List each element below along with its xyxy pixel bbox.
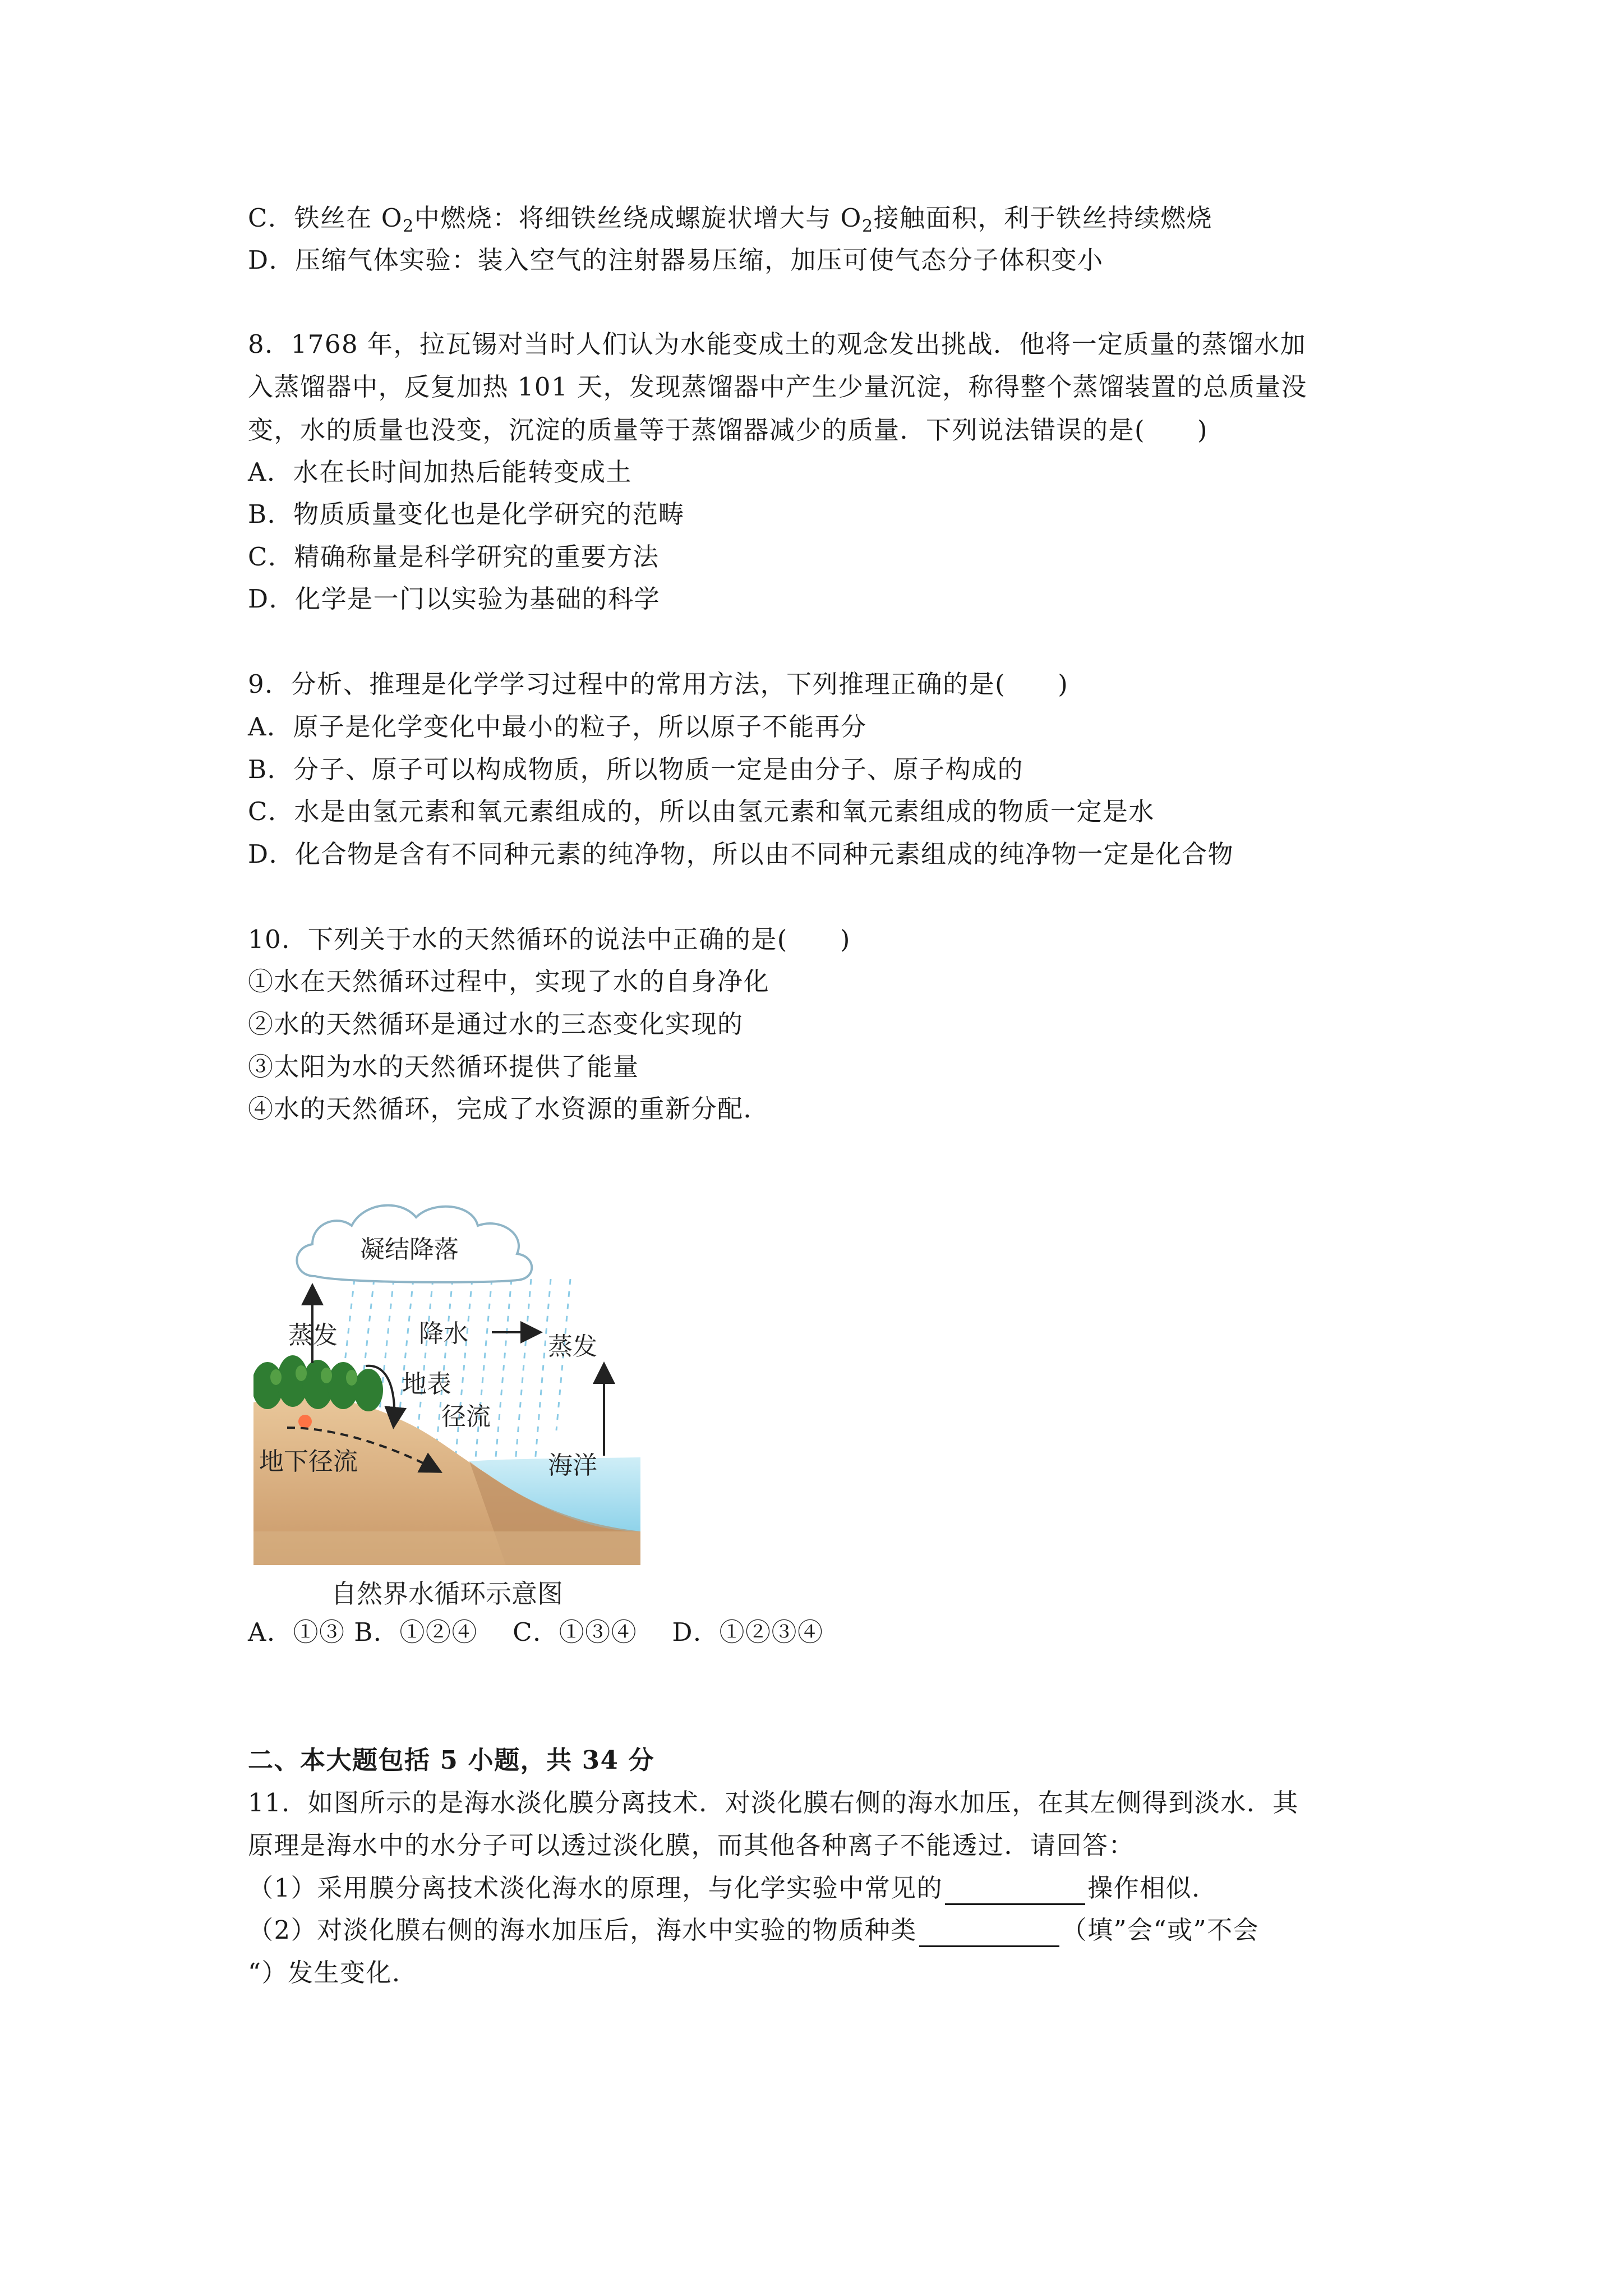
q9-option-d: D．化合物是含有不同种元素的纯净物，所以由不同种元素组成的纯净物一定是化合物 xyxy=(248,839,1234,869)
water-cycle-diagram xyxy=(253,1195,640,1565)
q8-stem-line: 入蒸馏器中，反复加热 101 天，发现蒸馏器中产生少量沉淀，称得整个蒸馏装置的总质量没 xyxy=(248,372,1308,402)
q9-option-c: C．水是由氢元素和氧元素组成的，所以由氢元素和氧元素组成的物质一定是水 xyxy=(248,797,1155,826)
q11-stem-line: 原理是海水中的水分子可以透过淡化膜，而其他各种离子不能透过．请回答： xyxy=(248,1830,1135,1860)
surface-runoff-label-2: 径流 xyxy=(441,1402,491,1431)
q11-part-1: （1）采用膜分离技术淡化海水的原理，与化学实验中常见的 操作相似． xyxy=(248,1871,1218,1905)
q8-option-d: D．化学是一门以实验为基础的科学 xyxy=(248,584,661,614)
ocean-label: 海洋 xyxy=(548,1451,597,1480)
answer-blank[interactable] xyxy=(919,1921,1059,1947)
q7-option-c: C．铁丝在 $O_2$中燃烧：将细铁丝绕成螺旋状增大与 $O_2$接触面积，利于铁丝持续燃烧 xyxy=(248,203,1213,236)
evaporation-right-label: 蒸发 xyxy=(548,1332,597,1361)
q8-option-a: A．水在长时间加热后能转变成土 xyxy=(248,457,632,487)
q8-stem-line: 变，水的质量也没变，沉淀的质量等于蒸馏器减少的质量．下列说法错误的是( ) xyxy=(248,415,1209,445)
q8-stem-line: 8．1768 年，拉瓦锡对当时人们认为水能变成土的观念发出挑战．他将一定质量的蒸馏水加 xyxy=(248,329,1306,359)
answer-blank[interactable] xyxy=(945,1879,1085,1905)
groundwater-label: 地下径流 xyxy=(259,1447,358,1476)
cloud-label: 凝结降落 xyxy=(360,1235,459,1264)
figure-caption: 自然界水循环示意图 xyxy=(331,1579,563,1609)
q11-part-2-continuation: “）发生变化． xyxy=(248,1958,418,1987)
q7-option-d: D．压缩气体实验：装入空气的注射器易压缩，加压可使气态分子体积变小 xyxy=(248,245,1104,275)
q9-option-a: A．原子是化学变化中最小的粒子，所以原子不能再分 xyxy=(248,712,867,742)
q10-statement-2: ②水的天然循环是通过水的三态变化实现的 xyxy=(248,1009,744,1039)
q11-part-2: （2）对淡化膜右侧的海水加压后，海水中实验的物质种类 （填”会“或”不会 xyxy=(248,1913,1259,1947)
sun-icon xyxy=(298,1415,312,1428)
evaporation-left-label: 蒸发 xyxy=(288,1321,338,1350)
q8-option-c: C．精确称量是科学研究的重要方法 xyxy=(248,542,660,572)
q10-options: A．①③ B．①②④ C．①③④ D．①②③④ xyxy=(248,1617,824,1647)
rain-label: 降水 xyxy=(419,1319,468,1348)
surface-runoff-label-1: 地表 xyxy=(402,1370,451,1398)
q10-statement-1: ①水在天然循环过程中，实现了水的自身净化 xyxy=(248,967,770,996)
q9-option-b: B．分子、原子可以构成物质，所以物质一定是由分子、原子构成的 xyxy=(248,754,1024,784)
q10-statement-4: ④水的天然循环，完成了水资源的重新分配． xyxy=(248,1094,770,1124)
section-2-heading: 二、本大题包括 5 小题，共 34 分 xyxy=(248,1745,655,1775)
water-cycle-figure xyxy=(253,1195,640,1609)
q8-option-b: B．物质质量变化也是化学研究的范畴 xyxy=(248,499,685,529)
q9-stem: 9．分析、推理是化学学习过程中的常用方法，下列推理正确的是( ) xyxy=(248,669,1069,699)
q11-stem-line: 11．如图所示的是海水淡化膜分离技术．对淡化膜右侧的海水加压，在其左侧得到淡水．其 xyxy=(248,1788,1299,1818)
q10-statement-3: ③太阳为水的天然循环提供了能量 xyxy=(248,1052,639,1082)
q10-stem: 10．下列关于水的天然循环的说法中正确的是( ) xyxy=(248,924,851,954)
